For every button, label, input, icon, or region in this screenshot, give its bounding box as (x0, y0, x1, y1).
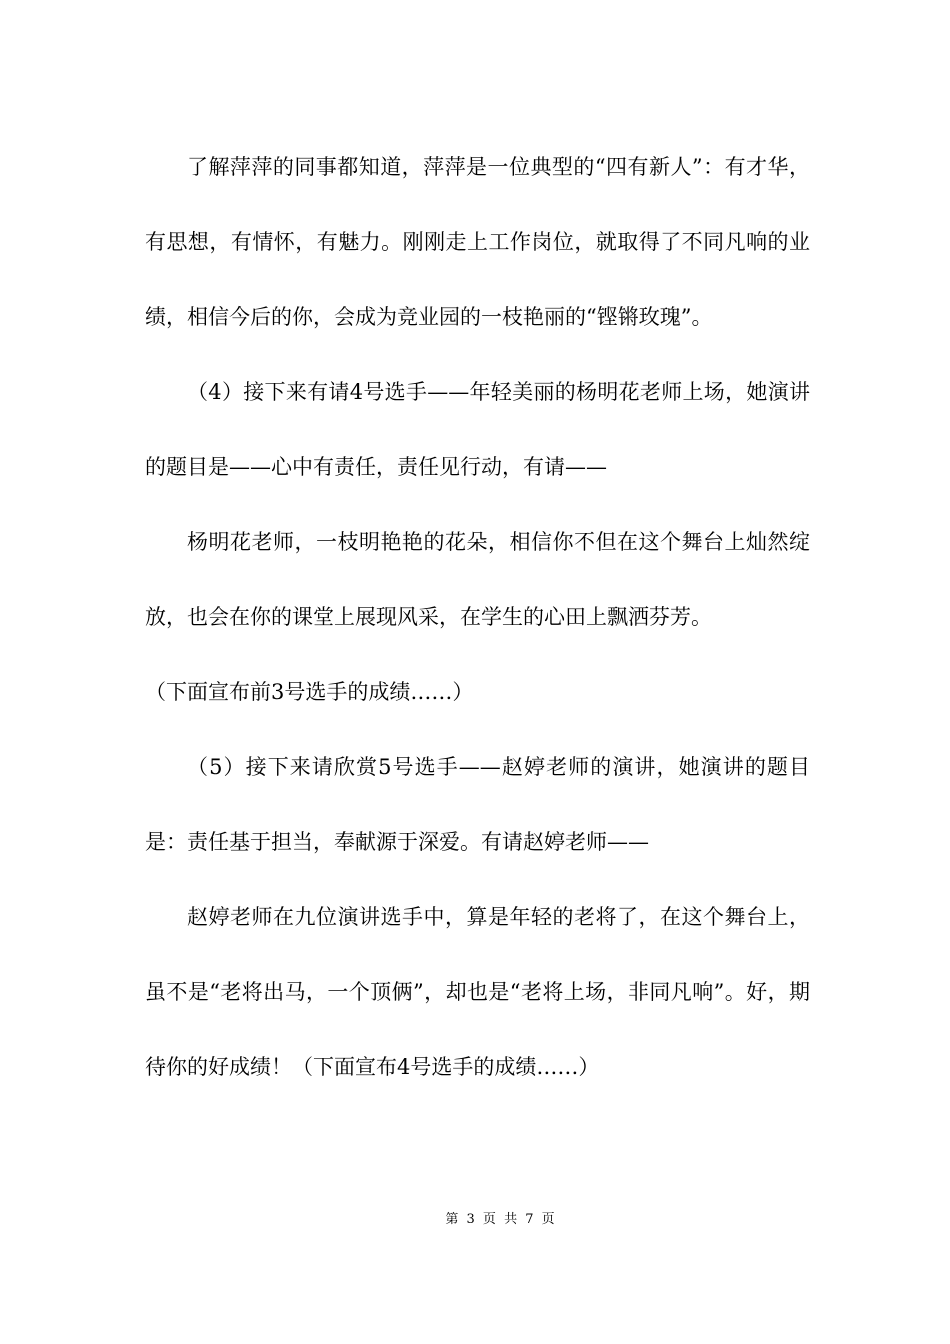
paragraph-sanping: 了解萍萍的同事都知道，萍萍是一位典型的“四有新人”：有才华，有思想，有情怀，有魅力。刚刚走上工作岗位，就取得了不同凡响的业绩，相信今后的你，会成为竞业园的一枝艳丽的“铿锵玫瑰”。 (145, 155, 810, 329)
footer-label-total: 共 (504, 1212, 518, 1227)
paragraph-contestant-5-intro: （5）接下来请欣赏5号选手——赵婷老师的演讲，她演讲的题目是：责任基于担当，奉献源于深爱。有请赵婷老师—— (145, 755, 810, 854)
paragraph-yang-minghua: 杨明花老师，一枝明艳艳的花朵，相信你不但在这个舞台上灿然绽放，也会在你的课堂上展现风采，在学生的心田上飘洒芬芳。 (145, 530, 810, 629)
paragraph-contestant-4-intro: （4）接下来有请4号选手——年轻美丽的杨明花老师上场，她演讲的题目是——心中有责任，责任见行动，有请—— (145, 380, 810, 479)
footer-current-page: 3 (466, 1212, 475, 1227)
footer-label-unit-2: 页 (541, 1212, 555, 1227)
footer-total-pages: 7 (525, 1212, 534, 1227)
body-text (145, 130, 810, 1105)
paragraph-score-announcement-1: （下面宣布前3号选手的成绩……） (145, 680, 474, 704)
footer-label-unit: 页 (482, 1212, 496, 1227)
paragraph-zhao-ting: 赵婷老师在九位演讲选手中，算是年轻的老将了，在这个舞台上，虽不是“老将出马，一个顶俩”，却也是“老将上场，非同凡响”。好，期待你的好成绩！（下面宣布4号选手的成绩……） (145, 905, 810, 1079)
page-footer (0, 1208, 950, 1227)
footer-label-page: 第 (445, 1212, 459, 1227)
